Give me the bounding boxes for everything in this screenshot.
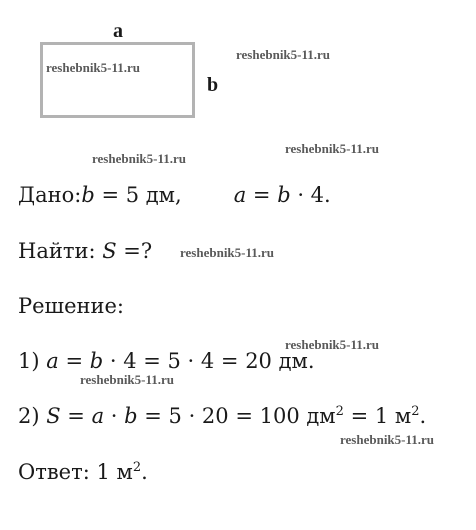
given-a-eq: = [246,183,278,207]
step-1-eq: = [58,349,90,373]
rectangle-figure [40,42,195,118]
find-label: Найти: [18,239,96,263]
watermark: reshebnik5-11.ru [285,337,380,352]
step-2-rest: = 5 · 20 = 100 дм [137,404,336,428]
side-label-a: a [113,20,123,42]
answer-sup: 2 [132,460,142,475]
step-2-b-var: b [124,404,138,428]
given-line [18,183,331,207]
given-a-var: a [233,183,247,207]
step-2-s-var: S [46,404,61,428]
step-2-dot: · [104,404,125,428]
side-label-b: b [207,74,219,96]
find-line [18,239,152,263]
given-label: Дано: [18,183,82,207]
step-1-num: 1) [18,349,47,373]
watermark: reshebnik5-11.ru [80,372,175,387]
step-1 [18,349,315,373]
step-2-a-var: a [91,404,105,428]
step-2-sup-2: 2 [411,404,420,419]
step-1-b-var: b [89,349,104,373]
watermark: reshebnik5-11.ru [285,141,380,156]
find-var: S [102,239,117,263]
answer-end: . [141,460,148,484]
watermark: reshebnik5-11.ru [180,245,275,260]
step-1-a-var: a [46,349,59,373]
step-2-sup-1: 2 [335,404,344,419]
answer-label: Ответ: 1 м [18,460,133,484]
step-2-rest-2: = 1 м [343,404,412,428]
given-b-expr: = 5 дм, [94,183,182,207]
watermark: reshebnik5-11.ru [46,60,141,75]
answer-line [18,460,148,484]
step-1-rest: · 4 = 5 · 4 = 20 дм. [103,349,315,373]
solution-heading: Решение: [18,294,125,318]
watermark: reshebnik5-11.ru [92,151,187,166]
given-a-b-var: b [277,183,291,207]
find-rest: =? [116,239,153,263]
step-2-eq: = [60,404,92,428]
given-a-rest: · 4. [290,183,331,207]
watermark: reshebnik5-11.ru [236,47,331,62]
given-b-var: b [81,183,95,207]
step-2 [18,404,426,428]
step-2-num: 2) [18,404,47,428]
step-2-end: . [419,404,427,428]
watermark: reshebnik5-11.ru [340,432,435,447]
